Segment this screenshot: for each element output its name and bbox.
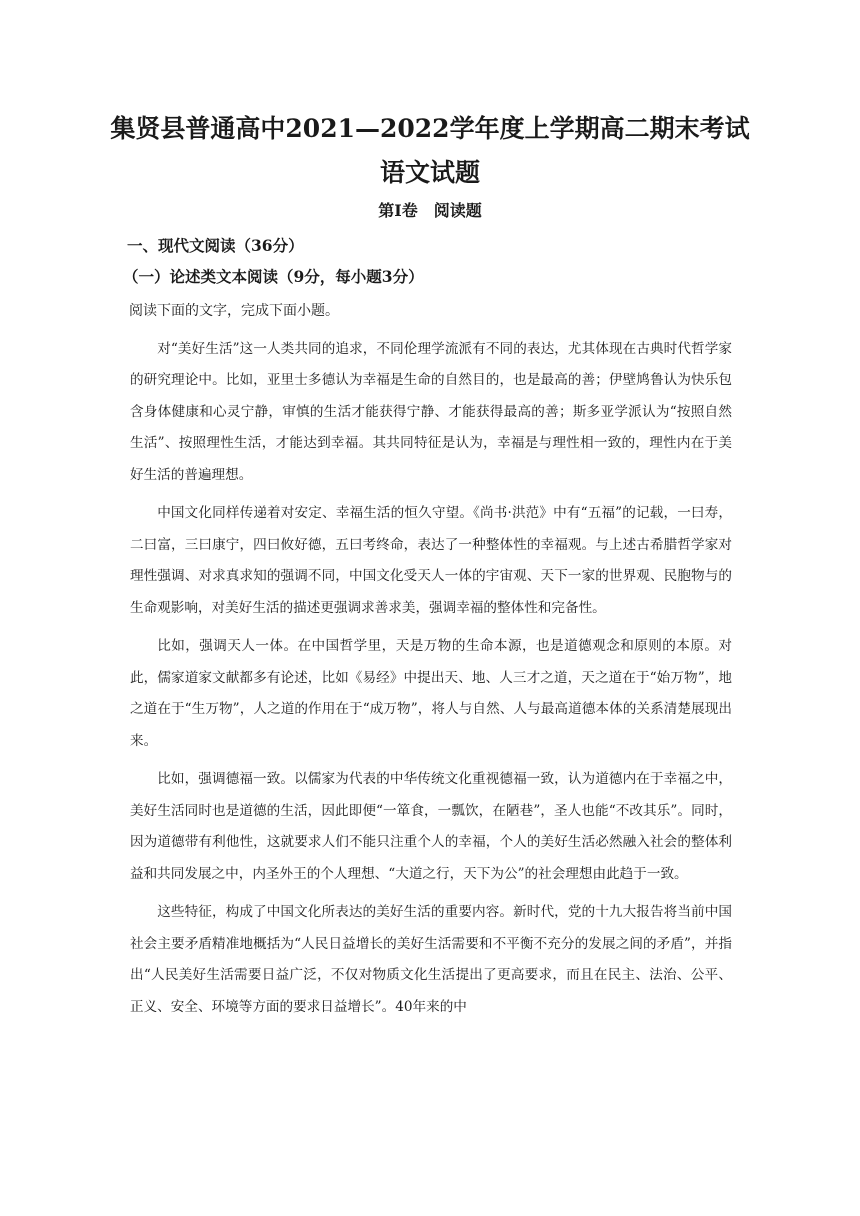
passage-paragraph-1: 对“美好生活”这一人类共同的追求，不同伦理学流派有不同的表达，尤其体现在古典时代哲学家的研究理论中。比如，亚里士多德认为幸福是生命的自然目的，也是最高的善；伊壁鸠鲁认为快乐包含身体健康和心灵宁静，审慎的生活才能获得宁静、才能获得最高的善；斯多亚学派认为“按照自然生活”、按照理性生活，才能达到幸福。其共同特征是认为，幸福是与理性相一致的，理性内在于美好生活的普遍理想。 (130, 341, 732, 483)
passage-paragraph-2: 中国文化同样传递着对安定、幸福生活的恒久守望。《尚书·洪范》中有“五福”的记载，一曰寿，二曰富，三曰康宁，四曰攸好德，五曰考终命，表达了一种整体性的幸福观。与上述古希腊哲学家对理性强调、对求真求知的强调不同，中国文化受天人一体的宇宙观、天下一家的世界观、民胞物与的生命观影响，对美好生活的描述更强调求善求美，强调幸福的整体性和完备性。 (130, 505, 732, 616)
exam-title: 集贤县普通高中2021—2022学年度上学期高二期末考试 (110, 114, 750, 143)
volume-heading: 第Ⅰ卷 阅读题 (378, 201, 482, 220)
exam-subject-title: 语文试题 (379, 158, 480, 187)
reading-instruction: 阅读下面的文字，完成下面小题。 (129, 303, 339, 319)
passage-paragraph-5: 这些特征，构成了中国文化所表达的美好生活的重要内容。新时代，党的十九大报告将当前中国社会主要矛盾精准地概括为“人民日益增长的美好生活需要和不平衡不充分的发展之间的矛盾”，并指出“人民美好生活需要日益广泛，不仅对物质文化生活提出了更高要求，而且在民主、法治、公平、正义、安全、环境等方面的要求日益增长”。40年来的中 (130, 904, 732, 1015)
section-heading: 一、现代文阅读（36分） (127, 236, 304, 255)
reading-passage (130, 334, 732, 1030)
passage-paragraph-4: 比如，强调德福一致。以儒家为代表的中华传统文化重视德福一致，认为道德内在于幸福之中，美好生活同时也是道德的生活，因此即便“一箪食，一瓢饮，在陋巷”，圣人也能“不改其乐”。同时，因为道德带有利他性，这就要求人们不能只注重个人的幸福，个人的美好生活必然融入社会的整体利益和共同发展之中，内圣外王的个人理想、“大道之行，天下为公”的社会理想由此趋于一致。 (130, 771, 732, 882)
passage-paragraph-3: 比如，强调天人一体。在中国哲学里，天是万物的生命本源，也是道德观念和原则的本原。对此，儒家道家文献都多有论述，比如《易经》中提出天、地、人三才之道，天之道在于“始万物”，地之道在于“生万物”，人之道的作用在于“成万物”，将人与自然、人与最高道德本体的关系清楚展现出来。 (130, 638, 732, 749)
subsection-heading: （一）论述类文本阅读（9分，每小题3分） (123, 267, 424, 286)
